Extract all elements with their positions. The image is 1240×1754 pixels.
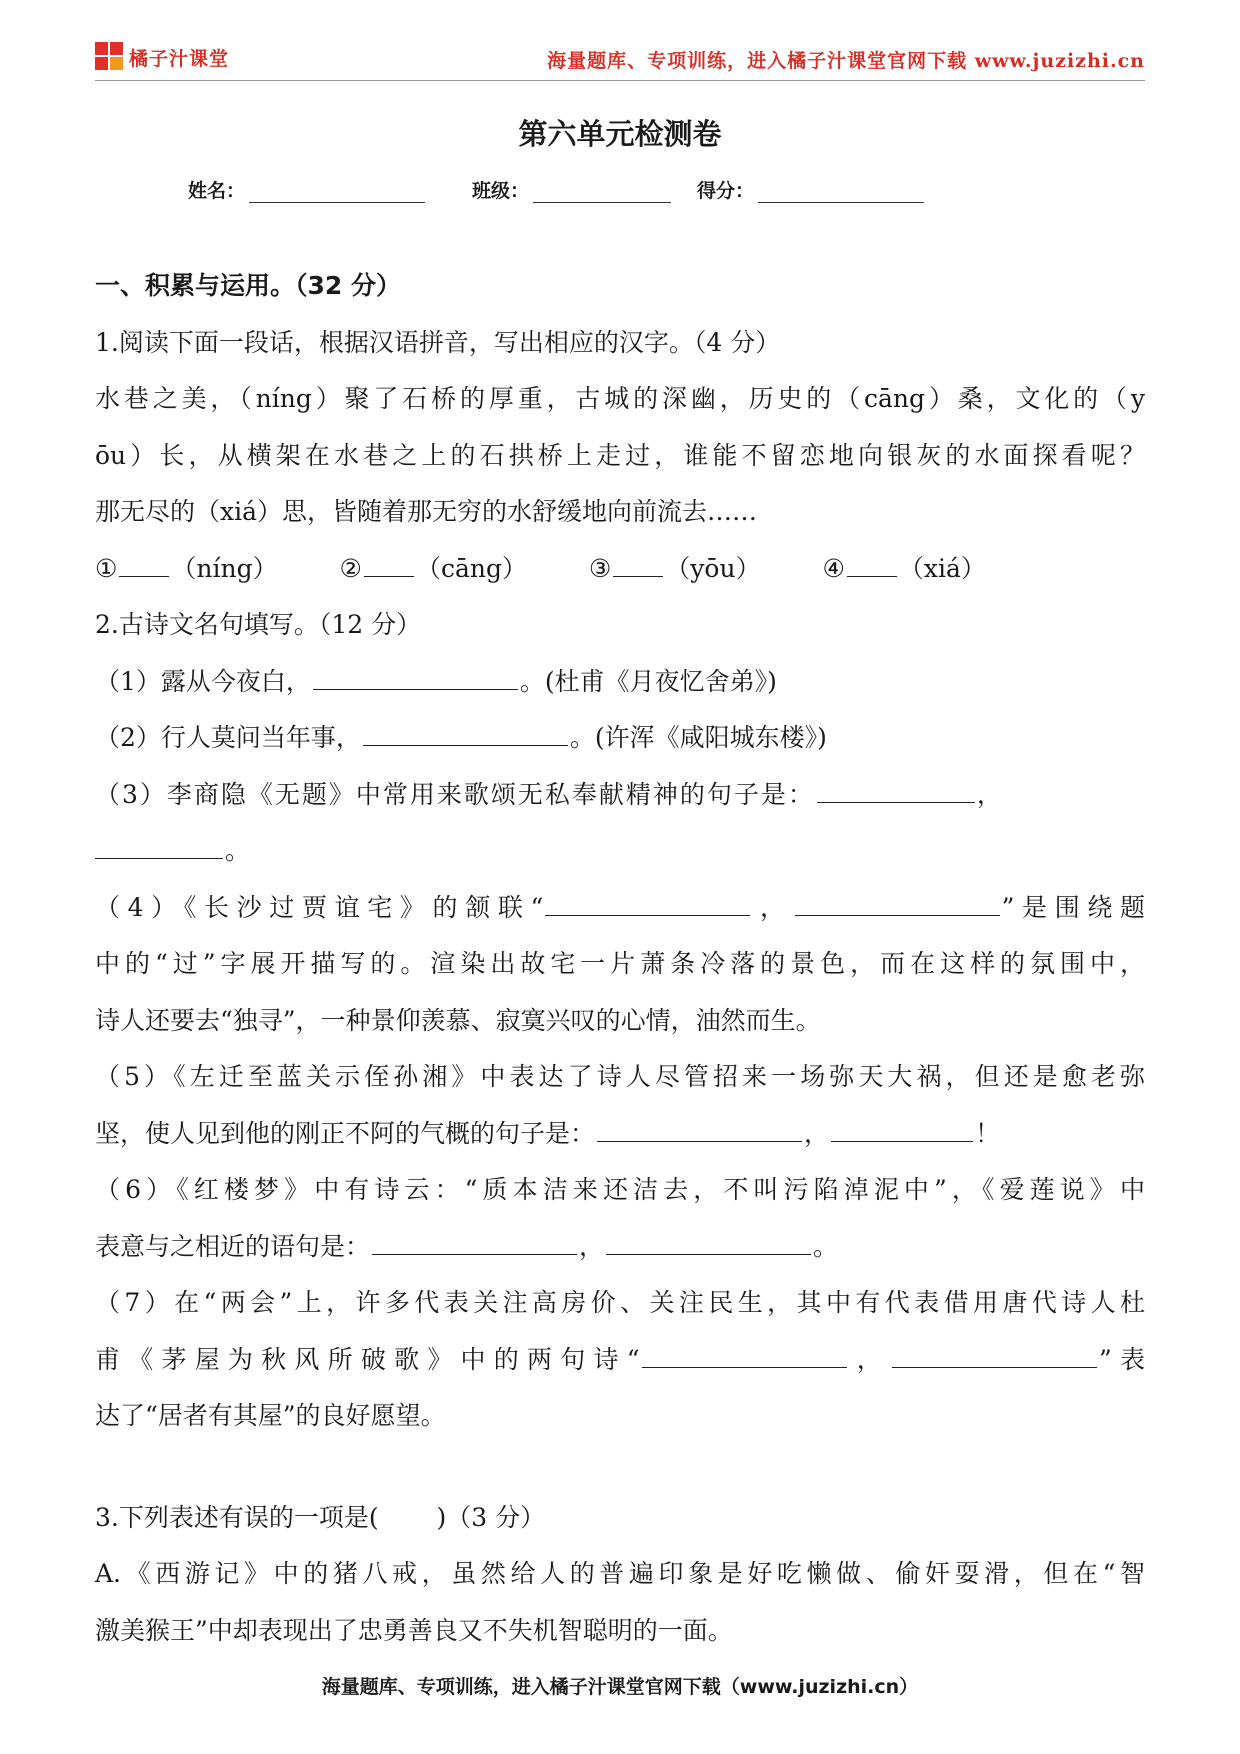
passage-line: 那无尽的（xiá）思，皆随着那无穷的水舒缓地向前流去…… xyxy=(95,497,758,526)
fill-blank[interactable] xyxy=(795,885,1000,916)
fill-blank[interactable] xyxy=(597,1111,802,1142)
q2-item-5-cont: 坚，使人见到他的刚正不阿的气概的句子是： ， ！ xyxy=(95,1106,1145,1163)
score-field[interactable]: 得分： xyxy=(697,176,924,203)
answer-item[interactable]: ② （cāng） xyxy=(340,554,527,583)
exam-body xyxy=(95,258,1145,1659)
q2-item-5: （5）《左迁至蓝关示侄孙湘》中表达了诗人尽管招来一场弥天大祸，但还是愈老弥 xyxy=(95,1062,1145,1091)
page-header xyxy=(95,40,1145,80)
fill-blank[interactable] xyxy=(313,659,518,690)
q2-item-7-line: 达了“居者有其屋”的良好愿望。 xyxy=(95,1401,446,1430)
fill-blank[interactable] xyxy=(95,828,223,859)
fill-blank[interactable] xyxy=(606,1224,811,1255)
q2-item-1: （1）露从今夜白， 。(杜甫《月夜忆舍弟》) xyxy=(95,654,1145,711)
q2-item-4-line: 诗人还要去“独寻”，一种景仰羡慕、寂寞兴叹的心情，油然而生。 xyxy=(95,1005,821,1035)
name-field[interactable]: 姓名： xyxy=(188,176,425,203)
q2-item-3-cont: 。 xyxy=(95,823,1145,880)
question-1-answers xyxy=(95,541,1145,598)
class-field[interactable]: 班级： xyxy=(472,176,671,203)
header-slogan: 海量题库、专项训练，进入橘子汁课堂官网下载 www.juzizhi.cn xyxy=(547,50,1145,72)
option-a-cont: 激美猴王”中却表现出了忠勇善良又不失机智聪明的一面。 xyxy=(95,1615,733,1645)
q2-item-4-line: 中的“过”字展开描写的。渲染出故宅一片萧条冷落的景色，而在这样的氛围中， xyxy=(95,949,1145,978)
q2-item-6-cont: 表意与之相近的语句是： ， 。 xyxy=(95,1219,1145,1276)
passage-line: 水巷之美，（níng）聚了石桥的厚重，古城的深幽，历史的（cāng）桑，文化的（y xyxy=(95,384,1145,413)
q2-item-3: （3）李商隐《无题》中常用来歌颂无私奉献精神的句子是： ， xyxy=(95,767,1145,824)
passage-line: ōu）长，从横架在水巷之上的石拱桥上走过，谁能不留恋地向银灰的水面探看呢？ xyxy=(95,440,1145,470)
section-heading: 一、积累与运用。（32 分） xyxy=(95,271,401,300)
fill-blank[interactable] xyxy=(363,715,568,746)
q2-item-7: （7）在“两会”上，许多代表关注高房价、关注民生，其中有代表借用唐代诗人杜 xyxy=(95,1288,1145,1317)
q2-item-7-cont: 甫《茅屋为秋风所破歌》中的两句诗“ ， ”表 xyxy=(95,1332,1145,1389)
header-divider xyxy=(95,80,1145,81)
question-3-stem: 3.下列表述有误的一项是( )（3 分） xyxy=(95,1502,546,1532)
answer-item[interactable]: ④ （xiá） xyxy=(822,554,985,583)
fill-blank[interactable] xyxy=(817,772,975,803)
logo xyxy=(95,42,229,72)
q2-item-6: （6）《红楼梦》中有诗云：“质本洁来还洁去，不叫污陷淖泥中”，《爱莲说》中 xyxy=(95,1175,1145,1204)
q2-item-4: （4）《长沙过贾谊宅》的颔联“ ， ”是围绕题 xyxy=(95,880,1145,937)
page-title: 第六单元检测卷 xyxy=(518,117,722,151)
fill-blank[interactable] xyxy=(892,1337,1097,1368)
q2-item-2: （2）行人莫问当年事， 。(许浑《咸阳城东楼》) xyxy=(95,710,1145,767)
page-footer: 海量题库、专项训练，进入橘子汁课堂官网下载（www.juzizhi.cn） xyxy=(321,1676,919,1698)
logo-text: 橘子汁课堂 xyxy=(129,47,230,70)
answer-item[interactable]: ① （níng） xyxy=(95,554,278,583)
question-1-stem: 1.阅读下面一段话，根据汉语拼音，写出相应的汉字。（4 分） xyxy=(95,327,781,357)
fill-blank[interactable] xyxy=(642,1337,847,1368)
answer-item[interactable]: ③ （yōu） xyxy=(589,554,761,583)
fill-blank[interactable] xyxy=(831,1111,973,1142)
option-a[interactable]: A.《西游记》中的猪八戒，虽然给人的普遍印象是好吃懒做、偷奸耍滑，但在“智 xyxy=(95,1559,1145,1588)
logo-squares-icon xyxy=(95,42,125,72)
fill-blank[interactable] xyxy=(545,885,750,916)
question-2-stem: 2.古诗文名句填写。（12 分） xyxy=(95,610,422,639)
fill-blank[interactable] xyxy=(372,1224,577,1255)
